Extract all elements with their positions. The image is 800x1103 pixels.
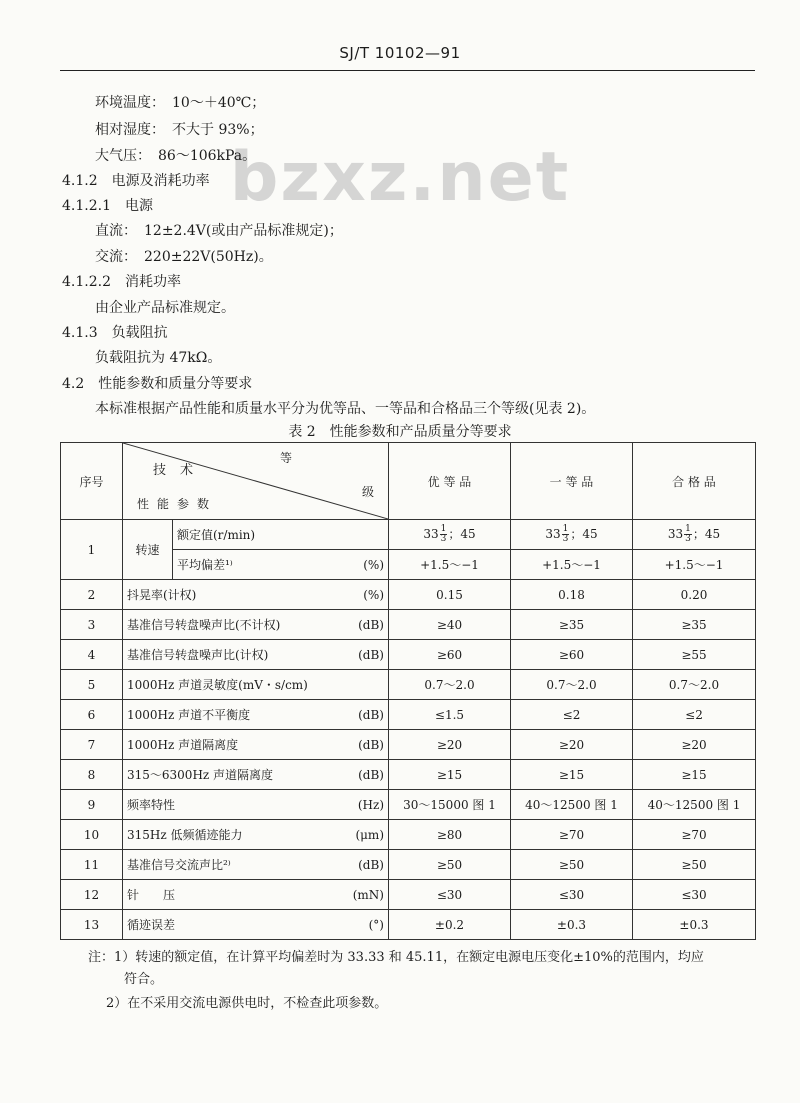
- tech-label: 技术: [153, 463, 208, 478]
- row-param-cell: [123, 880, 389, 910]
- table-row: [61, 820, 756, 850]
- grade-label-2: 级: [361, 485, 374, 499]
- table-caption: 表 2 性能参数和产品质量分等要求: [288, 424, 512, 440]
- row-first: ≤30: [511, 880, 633, 910]
- row-param: 基准信号交流声比²⁾: [127, 858, 231, 872]
- row-qualified: 40～12500 图 1: [633, 790, 756, 820]
- section-4-1-3-heading: 4.1.3 负载阻抗: [62, 325, 168, 341]
- row-param: 315～6300Hz 声道隔离度: [127, 768, 274, 782]
- row-excellent: 0.7～2.0: [389, 670, 511, 700]
- dc-line: 直流： 12±2.4V(或由产品标准规定)；: [95, 223, 343, 239]
- speed-rated-excellent: [389, 520, 511, 550]
- first-header: 一 等 品: [511, 443, 633, 520]
- standard-code-header: SJ/T 10102—91: [339, 44, 461, 62]
- row-qualified: ≥15: [633, 760, 756, 790]
- performance-table: [60, 442, 756, 940]
- table-row: [61, 520, 756, 550]
- row-excellent: ≥50: [389, 850, 511, 880]
- row-excellent: ≥15: [389, 760, 511, 790]
- row-param-cell: [123, 700, 389, 730]
- row-unit: (Hz): [357, 797, 384, 812]
- rated-fraction: $\frac{1}{3}$: [440, 524, 447, 544]
- row-unit: (dB): [358, 647, 384, 662]
- row-param-cell: [123, 730, 389, 760]
- row-param: 315Hz 低频循迹能力: [127, 828, 243, 842]
- row-seq: 13: [61, 910, 123, 940]
- section-4-2-heading: 4.2 性能参数和质量分等要求: [62, 376, 253, 392]
- speed-dev-excellent: +1.5～−1: [389, 550, 511, 580]
- speed-dev-label: 平均偏差¹⁾: [177, 558, 233, 572]
- row-param-cell: [123, 790, 389, 820]
- row-param: 1000Hz 声道灵敏度(mV・s/cm): [127, 678, 308, 692]
- rated-rest: ；45: [448, 527, 476, 541]
- speed-rated-label: 额定值(r/min): [173, 520, 389, 550]
- speed-seq: 1: [61, 520, 123, 580]
- qualified-header: 合 格 品: [633, 443, 756, 520]
- row-first: 0.7～2.0: [511, 670, 633, 700]
- row-qualified: ±0.3: [633, 910, 756, 940]
- header-rule: [60, 70, 755, 71]
- row-param-cell: [123, 640, 389, 670]
- row-excellent: ≥20: [389, 730, 511, 760]
- load-text: 负载阻抗为 47kΩ。: [95, 350, 222, 366]
- row-unit: (dB): [358, 737, 384, 752]
- note-1-line-b: 符合。: [124, 972, 164, 987]
- section-4-1-2-2-heading: 4.1.2.2 消耗功率: [62, 274, 181, 290]
- row-first: ≥15: [511, 760, 633, 790]
- row-param: 基准信号转盘噪声比(不计权): [127, 618, 281, 632]
- excellent-header: 优 等 品: [389, 443, 511, 520]
- table-row: [61, 910, 756, 940]
- row-first: 40～12500 图 1: [511, 790, 633, 820]
- row-excellent: ≥80: [389, 820, 511, 850]
- rated-whole: 33: [423, 527, 439, 541]
- row-excellent: 30～15000 图 1: [389, 790, 511, 820]
- section-4-2-text: 本标准根据产品性能和质量水平分为优等品、一等品和合格品三个等级(见表 2)。: [95, 401, 596, 417]
- table-row: [61, 850, 756, 880]
- row-seq: 7: [61, 730, 123, 760]
- row-param-cell: [123, 580, 389, 610]
- row-excellent: ≤30: [389, 880, 511, 910]
- row-param: 1000Hz 声道隔离度: [127, 738, 239, 752]
- table-row: [61, 700, 756, 730]
- table-body-rows: [61, 580, 756, 940]
- table-row: [61, 730, 756, 760]
- row-unit: (μm): [355, 827, 384, 842]
- table-row: [61, 790, 756, 820]
- row-first: ≥50: [511, 850, 633, 880]
- speed-dev-first: +1.5～−1: [511, 550, 633, 580]
- row-param-cell: [123, 670, 389, 700]
- row-qualified: ≥20: [633, 730, 756, 760]
- row-param: 针 压: [127, 888, 176, 902]
- row-param-cell: [123, 910, 389, 940]
- note-1-line-a: 注：1）转速的额定值，在计算平均偏差时为 33.33 和 45.11，在额定电源电压变化±10%的范围内，均应: [88, 950, 704, 965]
- row-first: ≤2: [511, 700, 633, 730]
- grade-label-1: 等: [279, 451, 292, 465]
- row-param: 抖晃率(计权): [127, 588, 197, 602]
- row-param-cell: [123, 820, 389, 850]
- row-seq: 4: [61, 640, 123, 670]
- row-qualified: ≥55: [633, 640, 756, 670]
- row-first: ≥70: [511, 820, 633, 850]
- table-row: [61, 640, 756, 670]
- row-qualified: ≥35: [633, 610, 756, 640]
- row-qualified: 0.20: [633, 580, 756, 610]
- row-param-cell: [123, 760, 389, 790]
- row-param: 频率特性: [127, 798, 176, 812]
- speed-rated-first: 33 $\frac{1}{3}$ ；45: [511, 520, 633, 550]
- row-excellent: ≥60: [389, 640, 511, 670]
- speed-dev-unit: (%): [363, 557, 384, 572]
- row-param: 基准信号转盘噪声比(计权): [127, 648, 269, 662]
- row-unit: (dB): [358, 707, 384, 722]
- humidity-line: 相对湿度： 不大于 93%；: [95, 122, 264, 138]
- row-first: 0.18: [511, 580, 633, 610]
- row-first: ±0.3: [511, 910, 633, 940]
- row-unit: (dB): [358, 617, 384, 632]
- row-param-cell: [123, 610, 389, 640]
- row-excellent: ≥40: [389, 610, 511, 640]
- row-seq: 10: [61, 820, 123, 850]
- row-seq: 3: [61, 610, 123, 640]
- row-param-cell: [123, 850, 389, 880]
- row-param: 循迹误差: [127, 918, 176, 932]
- row-qualified: ≥50: [633, 850, 756, 880]
- diagonal-header-cell: [123, 443, 389, 520]
- row-seq: 6: [61, 700, 123, 730]
- row-qualified: ≥70: [633, 820, 756, 850]
- row-first: ≥20: [511, 730, 633, 760]
- speed-label: 转速: [123, 520, 173, 580]
- table-header-row: [61, 443, 756, 520]
- row-qualified: ≤2: [633, 700, 756, 730]
- note-2: 2）在不采用交流电源供电时，不检查此项参数。: [106, 996, 388, 1011]
- row-excellent: ±0.2: [389, 910, 511, 940]
- watermark: bzxz.net: [229, 138, 571, 217]
- speed-dev-qualified: +1.5～−1: [633, 550, 756, 580]
- row-unit: (mN): [352, 887, 384, 902]
- table-row: [61, 760, 756, 790]
- row-seq: 12: [61, 880, 123, 910]
- param-label: 性能参数: [137, 497, 218, 511]
- row-excellent: ≤1.5: [389, 700, 511, 730]
- table-row: [61, 670, 756, 700]
- row-excellent: 0.15: [389, 580, 511, 610]
- row-first: ≥60: [511, 640, 633, 670]
- row-seq: 11: [61, 850, 123, 880]
- row-seq: 5: [61, 670, 123, 700]
- speed-dev-cell: [173, 550, 389, 580]
- row-seq: 8: [61, 760, 123, 790]
- row-seq: 2: [61, 580, 123, 610]
- row-seq: 9: [61, 790, 123, 820]
- seq-header: 序号: [61, 443, 123, 520]
- ac-line: 交流： 220±22V(50Hz)。: [95, 249, 273, 265]
- row-unit: (dB): [358, 857, 384, 872]
- section-4-1-2-1-heading: 4.1.2.1 电源: [62, 198, 153, 214]
- row-param: 1000Hz 声道不平衡度: [127, 708, 251, 722]
- section-4-1-2-heading: 4.1.2 电源及消耗功率: [62, 173, 210, 189]
- row-qualified: ≤30: [633, 880, 756, 910]
- pressure-line: 大气压： 86～106kPa。: [95, 148, 257, 164]
- row-unit: (%): [363, 587, 384, 602]
- table-row: [61, 880, 756, 910]
- row-first: ≥35: [511, 610, 633, 640]
- power-text: 由企业产品标准规定。: [95, 300, 235, 316]
- env-temp-line: 环境温度： 10～＋40℃；: [95, 95, 266, 111]
- table-row: [61, 610, 756, 640]
- speed-rated-qualified: 33 $\frac{1}{3}$ ；45: [633, 520, 756, 550]
- row-qualified: 0.7～2.0: [633, 670, 756, 700]
- table-row: [61, 580, 756, 610]
- row-unit: (dB): [358, 767, 384, 782]
- row-unit: (°): [368, 917, 384, 932]
